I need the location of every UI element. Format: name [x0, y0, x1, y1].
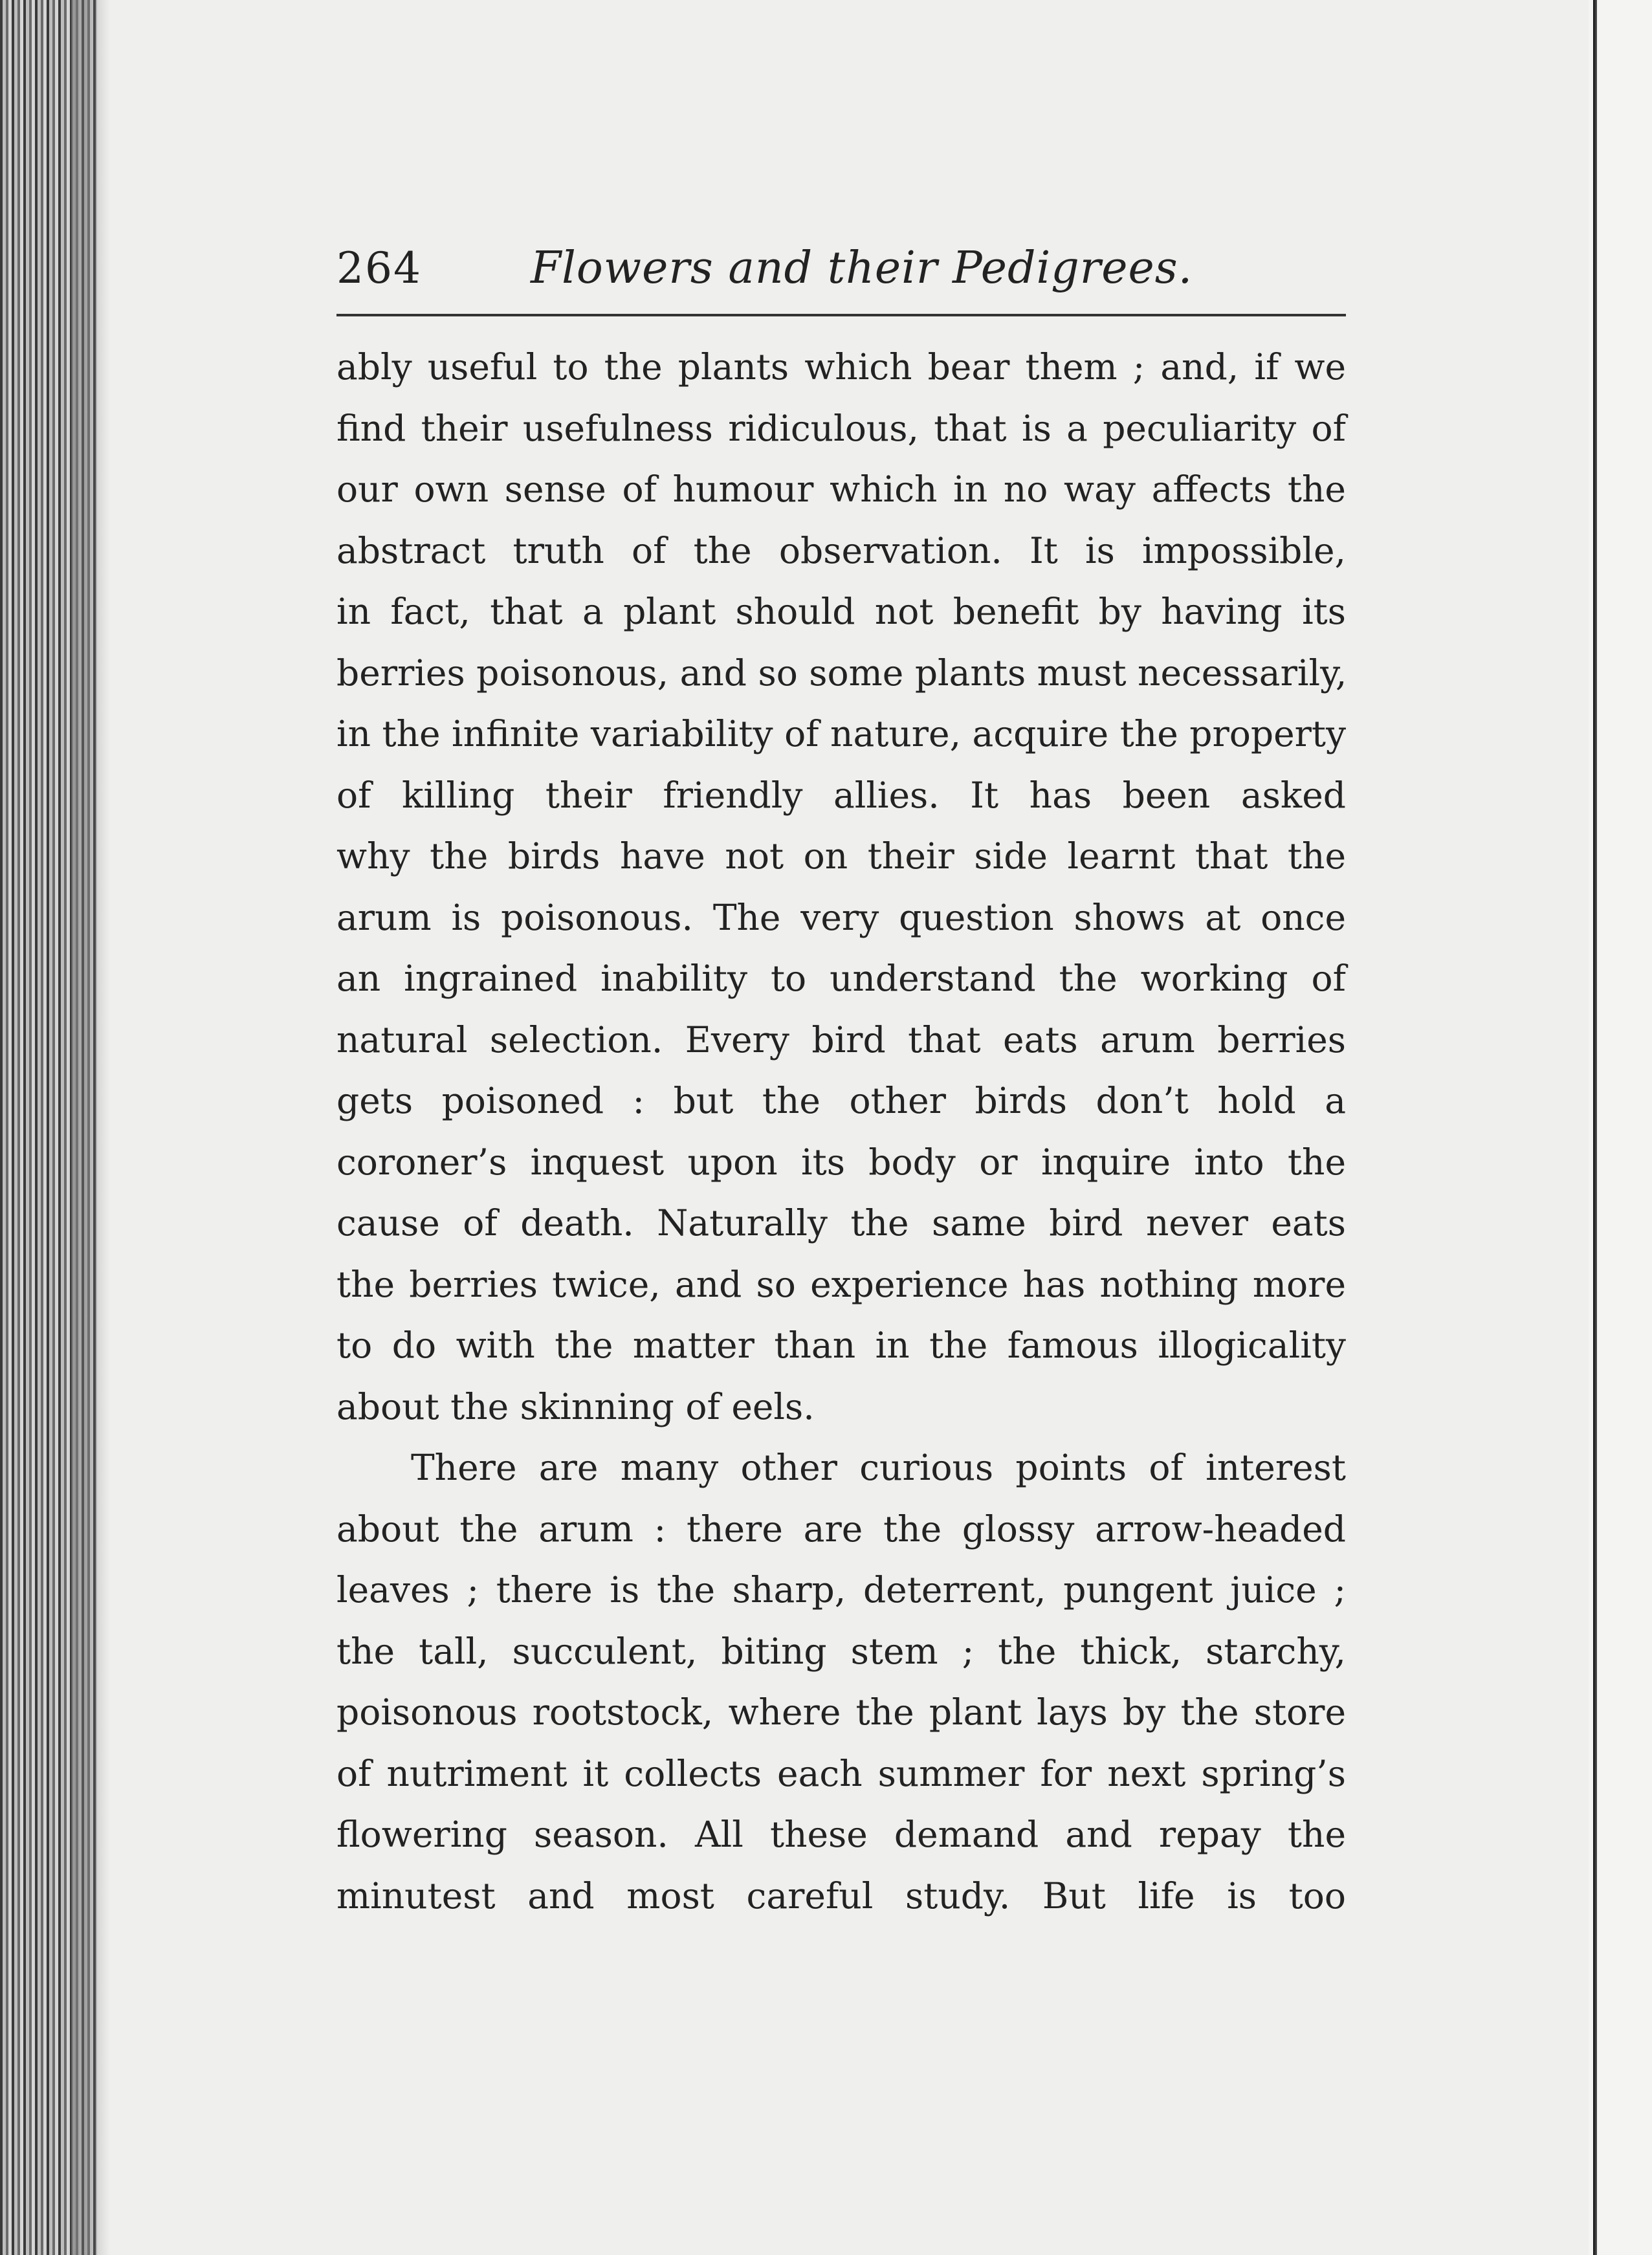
text-line: coroner’s inquest upon its body or inquire into the — [336, 1141, 1346, 1183]
text-line: poisonous rootstock, where the plant lays by the store — [336, 1691, 1346, 1733]
binding-shadow — [71, 0, 110, 2255]
text-line: in fact, that a plant should not benefit by having its — [336, 591, 1346, 632]
text-line: why the birds have not on their side learnt that the — [336, 835, 1346, 877]
text-line: the berries twice, and so experience has nothing more — [336, 1263, 1346, 1305]
text-line: to do with the matter than in the famous illogicality — [336, 1325, 1346, 1366]
text-line: arum is poisonous. The very question shows at once — [336, 896, 1346, 938]
running-title: Flowers and their Pedigrees. — [531, 243, 1193, 294]
paragraph-start-line: There are many other curious points of interest — [411, 1447, 1346, 1488]
text-line: find their usefulness ridiculous, that is a peculiarity of — [336, 407, 1346, 449]
text-line: of nutriment it collects each summer for next spring’s — [336, 1752, 1346, 1794]
right-page-margin — [1589, 0, 1652, 2255]
paragraph-end-line: about the skinning of eels. — [336, 1385, 815, 1427]
text-line: in the infinite variability of nature, acquire the property — [336, 713, 1347, 754]
text-line: cause of death. Naturally the same bird never eats — [336, 1202, 1346, 1244]
text-line: of killing their friendly allies. It has been asked — [336, 774, 1346, 816]
text-line: minutest and most careful study. But life is too — [336, 1875, 1346, 1917]
body-text — [336, 336, 1346, 1926]
text-line: about the arum : there are the glossy arrow-headed — [336, 1508, 1346, 1550]
text-line: the tall, succulent, biting stem ; the thick, starchy, — [336, 1630, 1346, 1672]
text-line: leaves ; there is the sharp, deterrent, pungent juice ; — [336, 1569, 1346, 1611]
text-line: gets poisoned : but the other birds don’t hold a — [336, 1080, 1346, 1121]
text-line: abstract truth of the observation. It is impossible, — [336, 529, 1346, 571]
text-line: natural selection. Every bird that eats arum berries — [336, 1018, 1346, 1061]
text-line: flowering season. All these demand and repay the — [336, 1814, 1346, 1855]
page-header — [336, 233, 1346, 304]
text-line: our own sense of humour which in no way affects the — [336, 468, 1346, 510]
page-number: 264 — [336, 243, 422, 293]
right-edge-line — [1593, 0, 1597, 2255]
text-line: an ingrained inability to understand the working of — [336, 958, 1346, 999]
text-line: ably useful to the plants which bear them ; and, if we — [336, 346, 1346, 388]
header-rule — [336, 314, 1346, 316]
text-line: berries poisonous, and so some plants must necessarily, — [336, 652, 1347, 694]
